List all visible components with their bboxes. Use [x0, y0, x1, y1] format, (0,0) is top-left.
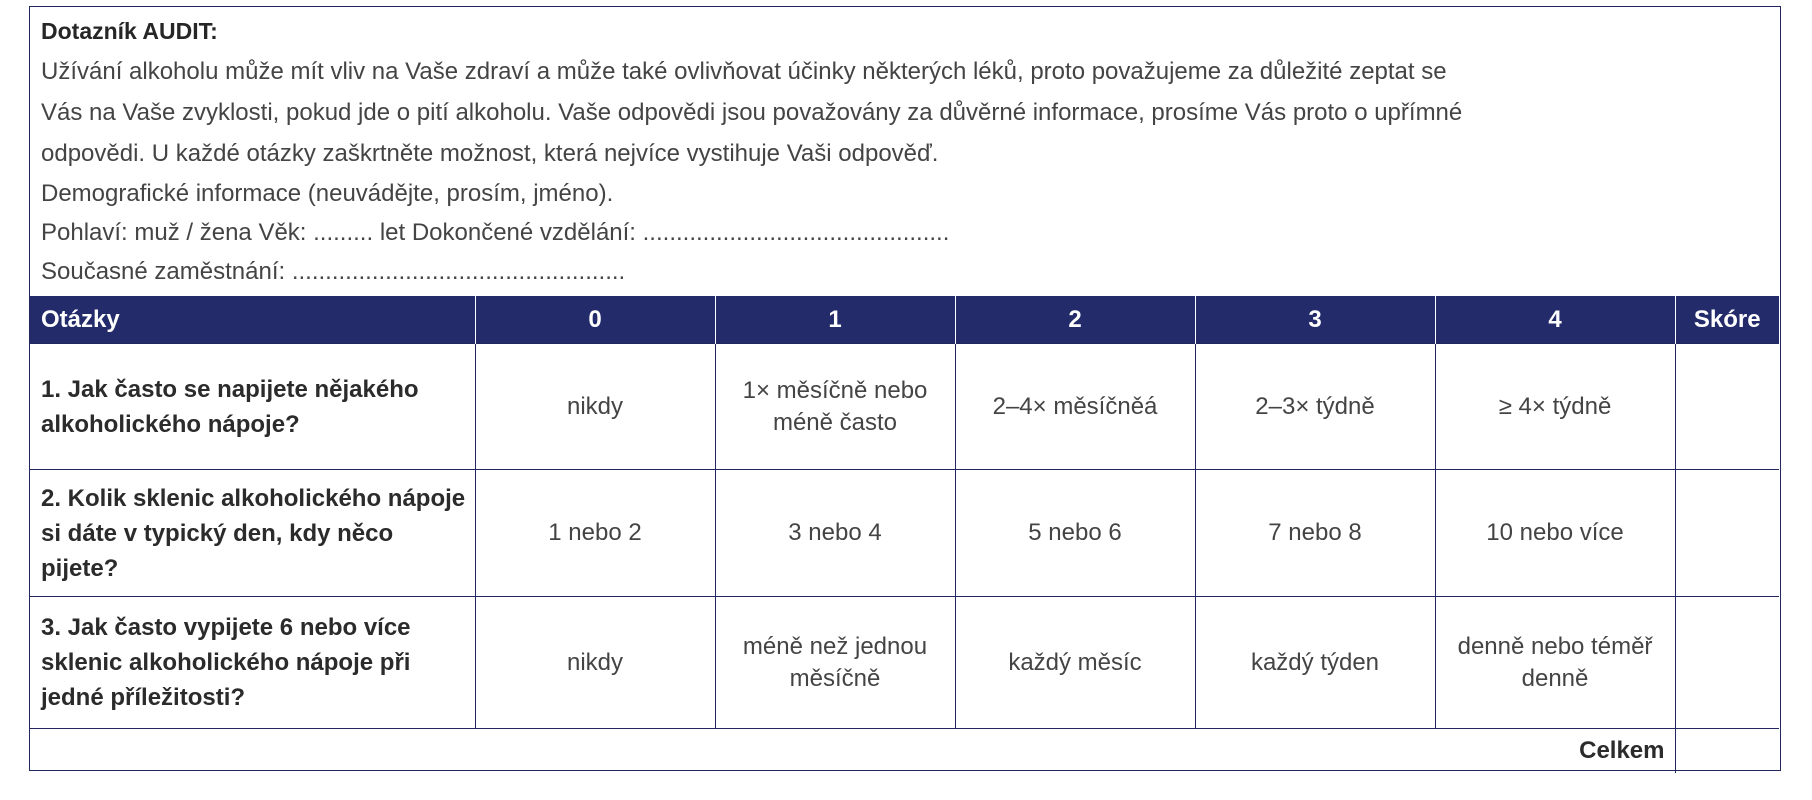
- audit-table: [30, 296, 1779, 773]
- intro-section: [30, 7, 1779, 296]
- answer-option[interactable]: méně než jednou měsíčně: [715, 597, 955, 729]
- table-row: [30, 597, 1779, 729]
- header-option-1: 1: [715, 296, 955, 344]
- intro-text-line: odpovědi. U každé otázky zaškrtněte možnost, která nejvíce vystihuje Vaši odpověď.: [41, 140, 939, 167]
- demographics-note: Demografické informace (neuvádějte, prosím, jméno).: [41, 180, 614, 207]
- intro-text-line: Vás na Vaše zvyklosti, pokud jde o pití alkoholu. Vaše odpovědi jsou považovány za důvěrné informace, prosíme Vás proto o upřímné: [41, 99, 1463, 126]
- table-header-row: [30, 296, 1779, 344]
- answer-option[interactable]: každý týden: [1195, 597, 1435, 729]
- table-row: [30, 470, 1779, 597]
- answer-option[interactable]: 1× měsíčně nebo méně často: [715, 344, 955, 470]
- answer-option[interactable]: 7 nebo 8: [1195, 470, 1435, 597]
- employment-field: Současné zaměstnání: ..................................................: [41, 258, 626, 285]
- score-cell[interactable]: [1675, 597, 1779, 729]
- question-2: 2. Kolik sklenic alkoholického nápoje si dáte v typický den, kdy něco pijete?: [30, 470, 475, 597]
- table-row: [30, 344, 1779, 470]
- question-3: 3. Jak často vypijete 6 nebo více sklenic alkoholického nápoje při jedné příležitosti?: [30, 597, 475, 729]
- intro-text-line: Užívání alkoholu může mít vliv na Vaše zdraví a může také ovlivňovat účinky některých léků, proto považujeme za důležité zeptat se: [41, 58, 1447, 85]
- header-option-2: 2: [955, 296, 1195, 344]
- answer-option[interactable]: 2–4× měsíčněá: [955, 344, 1195, 470]
- answer-option[interactable]: nikdy: [475, 597, 715, 729]
- answer-option[interactable]: ≥ 4× týdně: [1435, 344, 1675, 470]
- total-score-cell[interactable]: [1675, 729, 1779, 774]
- total-label: Celkem: [30, 729, 1675, 774]
- demographics-fields: Pohlaví: muž / žena Věk: ......... let Dokončené vzdělání: ..............................................: [41, 219, 950, 246]
- answer-option[interactable]: denně nebo téměř denně: [1435, 597, 1675, 729]
- header-option-0: 0: [475, 296, 715, 344]
- score-cell[interactable]: [1675, 470, 1779, 597]
- header-option-4: 4: [1435, 296, 1675, 344]
- score-cell[interactable]: [1675, 344, 1779, 470]
- answer-option[interactable]: 1 nebo 2: [475, 470, 715, 597]
- header-questions: Otázky: [30, 296, 475, 344]
- audit-questionnaire: [29, 6, 1781, 771]
- answer-option[interactable]: 2–3× týdně: [1195, 344, 1435, 470]
- total-row: [30, 729, 1779, 774]
- questionnaire-title: Dotazník AUDIT:: [41, 18, 218, 44]
- header-score: Skóre: [1675, 296, 1779, 344]
- answer-option[interactable]: 5 nebo 6: [955, 470, 1195, 597]
- question-1: 1. Jak často se napijete nějakého alkoholického nápoje?: [30, 344, 475, 470]
- answer-option[interactable]: 3 nebo 4: [715, 470, 955, 597]
- answer-option[interactable]: nikdy: [475, 344, 715, 470]
- answer-option[interactable]: každý měsíc: [955, 597, 1195, 729]
- header-option-3: 3: [1195, 296, 1435, 344]
- answer-option[interactable]: 10 nebo více: [1435, 470, 1675, 597]
